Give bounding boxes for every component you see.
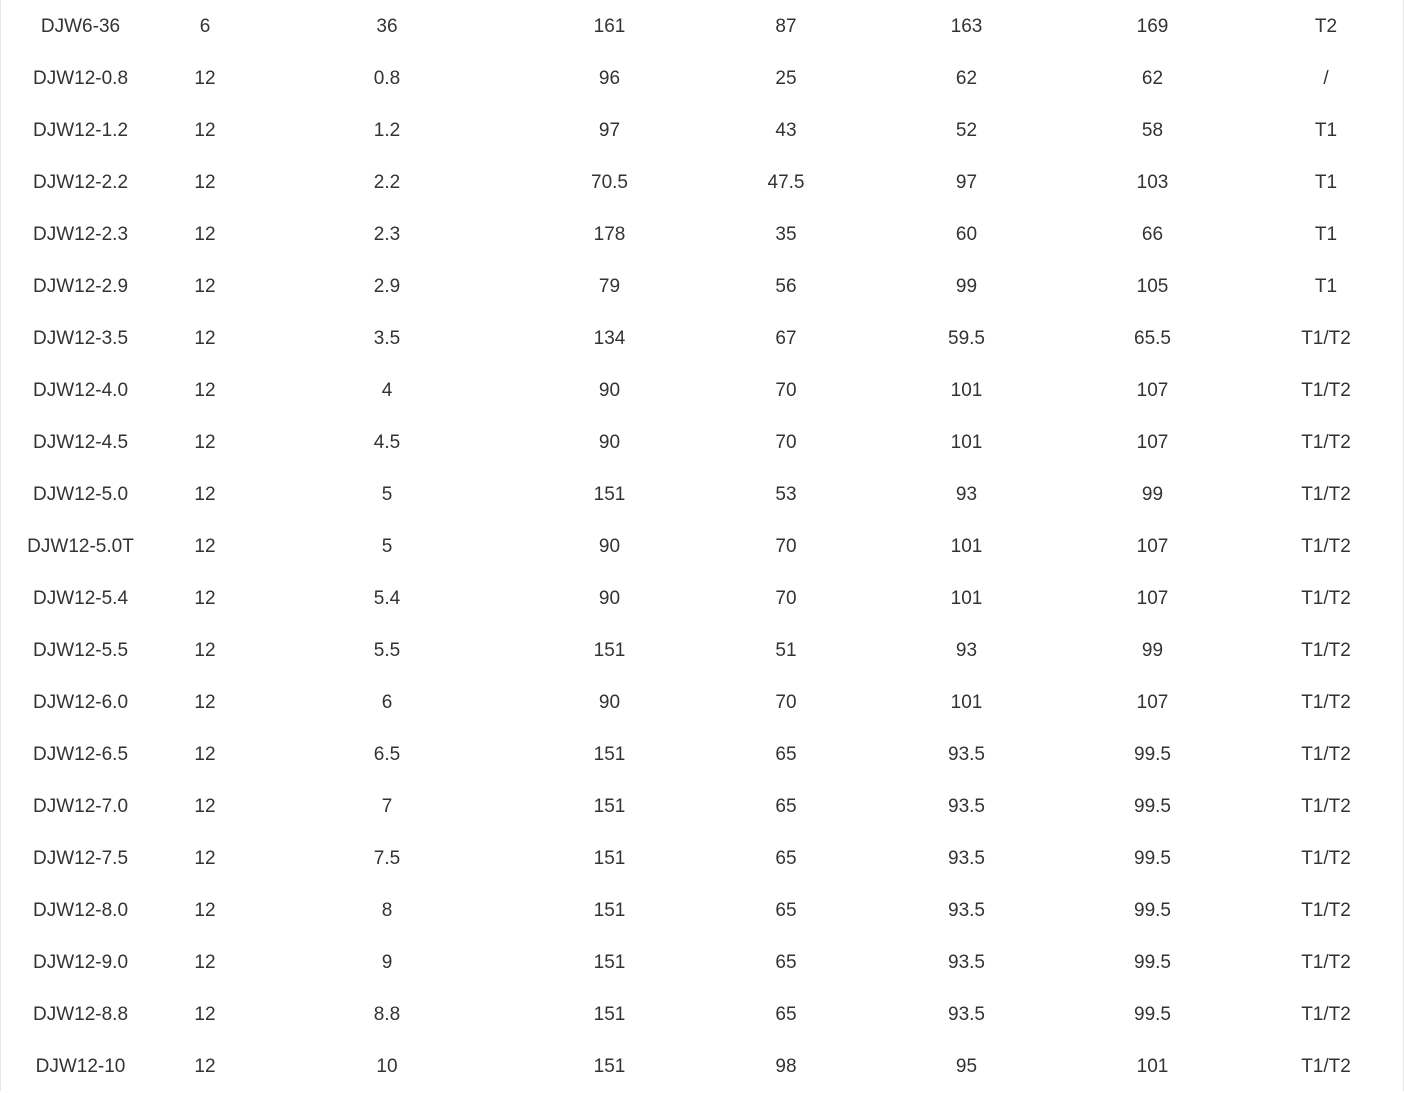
height-cell: 97 (955, 172, 978, 193)
width-cell: 53 (775, 484, 797, 505)
width-cell: 47.5 (767, 172, 805, 193)
voltage-cell: 6 (199, 16, 211, 37)
capacity-cell: 3.5 (373, 328, 401, 349)
voltage-cell: 12 (194, 120, 216, 141)
model-cell: DJW12-7.0 (32, 796, 129, 817)
length-cell: 151 (593, 796, 626, 817)
capacity-cell: 2.2 (373, 172, 401, 193)
height-cell: 93 (955, 640, 978, 661)
height-cell: 101 (950, 380, 983, 401)
length-cell: 151 (593, 952, 626, 973)
width-cell: 65 (775, 796, 797, 817)
model-cell: DJW12-8.0 (32, 900, 129, 921)
voltage-cell: 12 (194, 224, 216, 245)
total-height-cell: 105 (1136, 276, 1169, 297)
table-row (1, 365, 1403, 417)
total-height-cell: 99 (1141, 484, 1164, 505)
capacity-cell: 6.5 (373, 744, 401, 765)
width-cell: 65 (775, 1004, 797, 1025)
total-height-cell: 107 (1136, 588, 1169, 609)
model-cell: DJW12-2.3 (32, 224, 129, 245)
model-cell: DJW12-9.0 (32, 952, 129, 973)
table-row (1, 1, 1403, 53)
model-cell: DJW12-2.2 (32, 172, 129, 193)
capacity-cell: 8.8 (373, 1004, 401, 1025)
total-height-cell: 107 (1136, 692, 1169, 713)
table-row (1, 937, 1403, 989)
voltage-cell: 12 (194, 172, 216, 193)
terminal-cell: T1/T2 (1301, 432, 1351, 453)
table-row (1, 989, 1403, 1041)
model-cell: DJW12-5.0T (27, 536, 134, 557)
width-cell: 67 (775, 328, 797, 349)
total-height-cell: 99.5 (1134, 900, 1171, 921)
capacity-cell: 8 (381, 900, 393, 921)
capacity-cell: 5 (381, 484, 393, 505)
terminal-cell: T1/T2 (1301, 796, 1351, 817)
voltage-cell: 12 (194, 640, 216, 661)
voltage-cell: 12 (194, 68, 216, 89)
height-cell: 93 (955, 484, 978, 505)
capacity-cell: 2.9 (373, 276, 401, 297)
voltage-cell: 12 (194, 380, 216, 401)
table-row (1, 781, 1403, 833)
width-cell: 65 (775, 848, 797, 869)
width-cell: 70 (775, 588, 797, 609)
length-cell: 90 (598, 692, 621, 713)
model-cell: DJW12-6.0 (32, 692, 129, 713)
terminal-cell: T1 (1314, 120, 1338, 141)
model-cell: DJW12-5.5 (32, 640, 129, 661)
capacity-cell: 9 (381, 952, 393, 973)
table-row (1, 157, 1403, 209)
table-body (1, 1, 1403, 1093)
height-cell: 163 (950, 16, 983, 37)
total-height-cell: 103 (1136, 172, 1169, 193)
width-cell: 65 (775, 744, 797, 765)
terminal-cell: T1 (1314, 172, 1338, 193)
total-height-cell: 99.5 (1134, 744, 1171, 765)
total-height-cell: 101 (1136, 1056, 1169, 1077)
table-row (1, 573, 1403, 625)
voltage-cell: 12 (194, 484, 216, 505)
model-cell: DJW12-8.8 (32, 1004, 129, 1025)
width-cell: 98 (775, 1056, 797, 1077)
width-cell: 70 (775, 536, 797, 557)
total-height-cell: 169 (1136, 16, 1169, 37)
width-cell: 51 (775, 640, 797, 661)
height-cell: 95 (955, 1056, 978, 1077)
height-cell: 101 (950, 692, 983, 713)
terminal-cell: T1/T2 (1301, 328, 1351, 349)
total-height-cell: 99.5 (1134, 848, 1171, 869)
table-row (1, 625, 1403, 677)
capacity-cell: 2.3 (373, 224, 401, 245)
model-cell: DJW12-1.2 (32, 120, 129, 141)
table-row (1, 521, 1403, 573)
terminal-cell: T1/T2 (1301, 640, 1351, 661)
height-cell: 101 (950, 588, 983, 609)
width-cell: 35 (775, 224, 797, 245)
table-row (1, 105, 1403, 157)
length-cell: 151 (593, 744, 626, 765)
table-row (1, 833, 1403, 885)
voltage-cell: 12 (194, 796, 216, 817)
length-cell: 90 (598, 536, 621, 557)
length-cell: 151 (593, 1056, 626, 1077)
model-cell: DJW12-5.4 (32, 588, 129, 609)
model-cell: DJW12-4.0 (32, 380, 129, 401)
total-height-cell: 107 (1136, 536, 1169, 557)
total-height-cell: 107 (1136, 380, 1169, 401)
width-cell: 70 (775, 380, 797, 401)
model-cell: DJW12-6.5 (32, 744, 129, 765)
voltage-cell: 12 (194, 848, 216, 869)
length-cell: 151 (593, 900, 626, 921)
terminal-cell: T1/T2 (1301, 848, 1351, 869)
height-cell: 62 (955, 68, 978, 89)
height-cell: 93.5 (948, 744, 985, 765)
capacity-cell: 5.5 (373, 640, 401, 661)
terminal-cell: T1/T2 (1301, 1056, 1351, 1077)
capacity-cell: 4.5 (373, 432, 401, 453)
voltage-cell: 12 (194, 276, 216, 297)
length-cell: 90 (598, 588, 621, 609)
table-row (1, 313, 1403, 365)
height-cell: 101 (950, 432, 983, 453)
total-height-cell: 66 (1141, 224, 1164, 245)
height-cell: 99 (955, 276, 978, 297)
voltage-cell: 12 (194, 692, 216, 713)
table-row (1, 1041, 1403, 1093)
length-cell: 151 (593, 484, 626, 505)
capacity-cell: 7 (381, 796, 393, 817)
terminal-cell: T1/T2 (1301, 900, 1351, 921)
capacity-cell: 1.2 (373, 120, 401, 141)
width-cell: 70 (775, 692, 797, 713)
voltage-cell: 12 (194, 536, 216, 557)
length-cell: 79 (598, 276, 621, 297)
height-cell: 59.5 (948, 328, 985, 349)
table-row (1, 885, 1403, 937)
voltage-cell: 12 (194, 952, 216, 973)
length-cell: 134 (593, 328, 626, 349)
terminal-cell: T1/T2 (1301, 588, 1351, 609)
terminal-cell: T1/T2 (1301, 1004, 1351, 1025)
terminal-cell: T1/T2 (1301, 744, 1351, 765)
voltage-cell: 12 (194, 588, 216, 609)
length-cell: 97 (598, 120, 621, 141)
table-row (1, 53, 1403, 105)
total-height-cell: 99.5 (1134, 796, 1171, 817)
capacity-cell: 0.8 (373, 68, 401, 89)
height-cell: 60 (955, 224, 978, 245)
model-cell: DJW12-10 (35, 1056, 126, 1077)
length-cell: 178 (593, 224, 626, 245)
capacity-cell: 10 (376, 1056, 398, 1077)
capacity-cell: 36 (376, 16, 398, 37)
length-cell: 96 (598, 68, 621, 89)
table-row (1, 469, 1403, 521)
width-cell: 70 (775, 432, 797, 453)
model-cell: DJW12-5.0 (32, 484, 129, 505)
terminal-cell: T1/T2 (1301, 536, 1351, 557)
model-cell: DJW12-7.5 (32, 848, 129, 869)
total-height-cell: 65.5 (1134, 328, 1171, 349)
battery-spec-table (1, 1, 1403, 1093)
height-cell: 101 (950, 536, 983, 557)
height-cell: 93.5 (948, 900, 985, 921)
height-cell: 93.5 (948, 796, 985, 817)
terminal-cell: T1 (1314, 276, 1338, 297)
voltage-cell: 12 (194, 1056, 216, 1077)
width-cell: 56 (775, 276, 797, 297)
total-height-cell: 99.5 (1134, 952, 1171, 973)
table-row (1, 417, 1403, 469)
model-cell: DJW12-4.5 (32, 432, 129, 453)
width-cell: 87 (775, 16, 797, 37)
total-height-cell: 107 (1136, 432, 1169, 453)
width-cell: 65 (775, 952, 797, 973)
length-cell: 151 (593, 1004, 626, 1025)
table-row (1, 729, 1403, 781)
capacity-cell: 7.5 (373, 848, 401, 869)
length-cell: 70.5 (591, 172, 628, 193)
length-cell: 90 (598, 432, 621, 453)
voltage-cell: 12 (194, 1004, 216, 1025)
height-cell: 93.5 (948, 848, 985, 869)
voltage-cell: 12 (194, 328, 216, 349)
model-cell: DJW6-36 (40, 16, 121, 37)
terminal-cell: T1/T2 (1301, 692, 1351, 713)
model-cell: DJW12-3.5 (32, 328, 129, 349)
table-row (1, 261, 1403, 313)
terminal-cell: T1/T2 (1301, 952, 1351, 973)
length-cell: 151 (593, 640, 626, 661)
length-cell: 161 (593, 16, 626, 37)
width-cell: 43 (775, 120, 797, 141)
table-row (1, 677, 1403, 729)
model-cell: DJW12-2.9 (32, 276, 129, 297)
voltage-cell: 12 (194, 744, 216, 765)
total-height-cell: 62 (1141, 68, 1164, 89)
length-cell: 90 (598, 380, 621, 401)
capacity-cell: 6 (381, 692, 393, 713)
terminal-cell: T1 (1314, 224, 1338, 245)
width-cell: 65 (775, 900, 797, 921)
height-cell: 93.5 (948, 952, 985, 973)
total-height-cell: 58 (1141, 120, 1164, 141)
voltage-cell: 12 (194, 432, 216, 453)
capacity-cell: 5.4 (373, 588, 401, 609)
length-cell: 151 (593, 848, 626, 869)
terminal-cell: T2 (1314, 16, 1338, 37)
height-cell: 52 (955, 120, 978, 141)
model-cell: DJW12-0.8 (32, 68, 129, 89)
terminal-cell: T1/T2 (1301, 380, 1351, 401)
voltage-cell: 12 (194, 900, 216, 921)
table-row (1, 209, 1403, 261)
terminal-cell: / (1323, 68, 1329, 89)
terminal-cell: T1/T2 (1301, 484, 1351, 505)
height-cell: 93.5 (948, 1004, 985, 1025)
total-height-cell: 99 (1141, 640, 1164, 661)
width-cell: 25 (775, 68, 797, 89)
capacity-cell: 4 (381, 380, 393, 401)
capacity-cell: 5 (381, 536, 393, 557)
total-height-cell: 99.5 (1134, 1004, 1171, 1025)
